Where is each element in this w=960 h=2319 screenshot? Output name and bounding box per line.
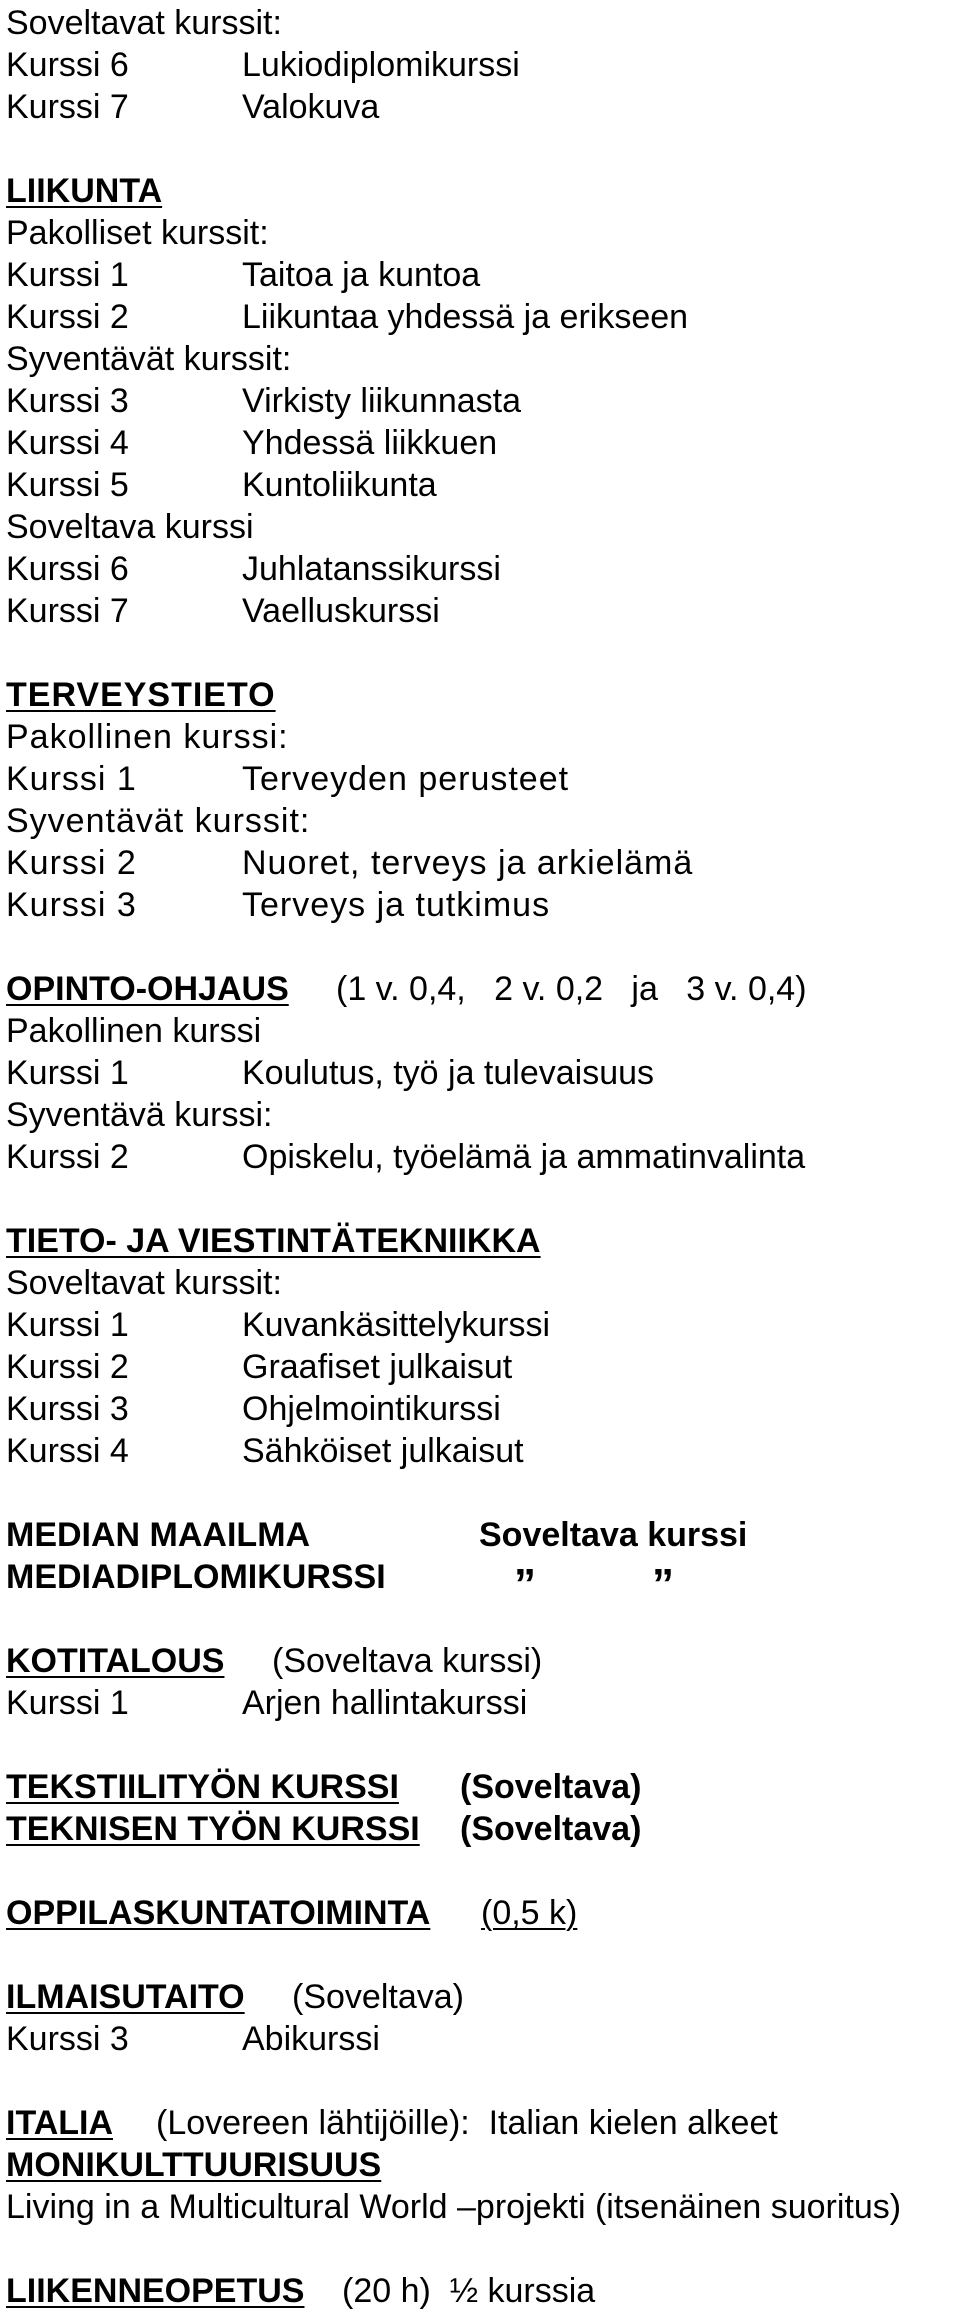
course-row <box>6 422 956 464</box>
course-title: Kuvankäsittelykurssi <box>242 1306 551 1344</box>
applied-header: Soveltavat kurssit: <box>6 1264 282 1302</box>
section-title-opinto-ohjaus: OPINTO-OHJAUS (1 v. 0,4, 2 v. 0,2 ja 3 v. 0,4) <box>6 970 807 1008</box>
section-title-tekstiili: TEKSTIILITYÖN KURSSI (Soveltava) <box>6 1768 642 1806</box>
section-note: (1 v. 0,4, 2 v. 0,2 ja 3 v. 0,4) <box>336 970 807 1008</box>
course-number: Kurssi 4 <box>6 424 129 462</box>
course-number: Kurssi 7 <box>6 592 129 630</box>
mandatory-header: Pakolliset kurssit: <box>6 214 269 252</box>
course-number: Kurssi 2 <box>6 298 129 336</box>
section-title-ilmaisutaito: ILMAISUTAITO (Soveltava) <box>6 1978 464 2016</box>
course-row <box>6 548 956 590</box>
mediadiploma-title: MEDIADIPLOMIKURSSI <box>6 1558 386 1596</box>
section-title-oppilaskunta: OPPILASKUNTATOIMINTA (0,5 k) <box>6 1894 578 1932</box>
course-title: Yhdessä liikkuen <box>242 424 498 462</box>
course-number: Kurssi 4 <box>6 1432 129 1470</box>
course-title: Terveyden perusteet <box>242 760 570 798</box>
mandatory-header: Pakollinen kurssi: <box>6 718 289 756</box>
applied-courses-header: Soveltavat kurssit: <box>6 4 282 42</box>
course-row <box>6 842 956 884</box>
course-title: Koulutus, työ ja tulevaisuus <box>242 1054 655 1092</box>
advanced-header: Syventävät kurssit: <box>6 340 292 378</box>
monikulttuurisuus-text: Living in a Multicultural World –projekti (itsenäinen suoritus) <box>6 2188 902 2226</box>
mandatory-header: Pakollinen kurssi <box>6 1012 262 1050</box>
course-number: Kurssi 1 <box>6 1306 129 1344</box>
media-type: Soveltava kurssi <box>479 1516 748 1554</box>
course-row <box>6 1052 956 1094</box>
course-row <box>6 464 956 506</box>
course-number: Kurssi 3 <box>6 1390 129 1428</box>
ditto-mark: ” <box>514 1560 536 1609</box>
course-title: Terveys ja tutkimus <box>242 886 551 924</box>
course-row <box>6 1346 956 1388</box>
section-note: (0,5 k) <box>481 1894 578 1932</box>
course-row <box>6 1430 956 1472</box>
course-title: Abikurssi <box>242 2020 380 2058</box>
media-title: MEDIAN MAAILMA <box>6 1516 311 1554</box>
course-title: Juhlatanssikurssi <box>242 550 501 588</box>
course-title: Nuoret, terveys ja arkielämä <box>242 844 694 882</box>
section-note: (20 h) ½ kurssia <box>342 2272 596 2310</box>
course-number: Kurssi 2 <box>6 1138 129 1176</box>
course-row <box>6 2018 956 2060</box>
section-title-kotitalous: KOTITALOUS (Soveltava kurssi) <box>6 1642 543 1680</box>
section-title-tekninen: TEKNISEN TYÖN KURSSI (Soveltava) <box>6 1810 642 1848</box>
ditto-mark: ” <box>652 1560 674 1609</box>
section-note: (Soveltava) <box>460 1810 642 1848</box>
course-row <box>6 380 956 422</box>
course-document <box>6 0 956 2312</box>
course-number: Kurssi 1 <box>6 1684 129 1722</box>
course-number: Kurssi 3 <box>6 886 137 924</box>
course-row <box>6 590 956 632</box>
media-line-1 <box>6 1514 956 1556</box>
course-row <box>6 296 956 338</box>
course-number: Kurssi 6 <box>6 46 129 84</box>
course-row <box>6 1136 956 1178</box>
course-row <box>6 758 956 800</box>
course-title: Virkisty liikunnasta <box>242 382 522 420</box>
course-row <box>6 44 956 86</box>
course-title: Valokuva <box>242 88 380 126</box>
section-title-liikunta: LIIKUNTA <box>6 172 163 210</box>
course-number: Kurssi 2 <box>6 1348 129 1386</box>
course-title: Sähköiset julkaisut <box>242 1432 524 1470</box>
course-row <box>6 1682 956 1724</box>
course-title: Ohjelmointikurssi <box>242 1390 501 1428</box>
course-title: Liikuntaa yhdessä ja erikseen <box>242 298 689 336</box>
section-title-tvt: TIETO- JA VIESTINTÄTEKNIIKKA <box>6 1222 541 1260</box>
section-title-italia: ITALIA (Lovereen lähtijöille): Italian kielen alkeet <box>6 2104 778 2142</box>
course-title: Arjen hallintakurssi <box>242 1684 528 1722</box>
section-title-liikenneopetus: LIIKENNEOPETUS (20 h) ½ kurssia <box>6 2272 596 2310</box>
course-number: Kurssi 7 <box>6 88 129 126</box>
course-row <box>6 1388 956 1430</box>
section-note: (Soveltava kurssi) <box>272 1642 543 1680</box>
course-number: Kurssi 3 <box>6 2020 129 2058</box>
advanced-header: Syventävä kurssi: <box>6 1096 273 1134</box>
course-row <box>6 86 956 128</box>
course-title: Lukiodiplomikurssi <box>242 46 520 84</box>
course-row <box>6 254 956 296</box>
course-number: Kurssi 1 <box>6 256 129 294</box>
course-title: Taitoa ja kuntoa <box>242 256 481 294</box>
course-number: Kurssi 2 <box>6 844 137 882</box>
applied-header: Soveltava kurssi <box>6 508 254 546</box>
section-note: (Lovereen lähtijöille): Italian kielen alkeet <box>156 2104 778 2142</box>
course-title: Graafiset julkaisut <box>242 1348 513 1386</box>
course-number: Kurssi 1 <box>6 760 137 798</box>
section-title-terveystieto: TERVEYSTIETO <box>6 676 276 714</box>
course-number: Kurssi 3 <box>6 382 129 420</box>
course-title: Opiskelu, työelämä ja ammatinvalinta <box>242 1138 806 1176</box>
course-number: Kurssi 1 <box>6 1054 129 1092</box>
media-line-2 <box>6 1556 956 1609</box>
course-title: Kuntoliikunta <box>242 466 437 504</box>
course-number: Kurssi 6 <box>6 550 129 588</box>
course-row <box>6 1304 956 1346</box>
section-title-monikulttuurisuus: MONIKULTTUURISUUS <box>6 2146 382 2184</box>
course-number: Kurssi 5 <box>6 466 129 504</box>
course-row <box>6 884 956 926</box>
section-note: (Soveltava) <box>292 1978 464 2016</box>
advanced-header: Syventävät kurssit: <box>6 802 311 840</box>
section-note: (Soveltava) <box>460 1768 642 1806</box>
course-title: Vaelluskurssi <box>242 592 440 630</box>
